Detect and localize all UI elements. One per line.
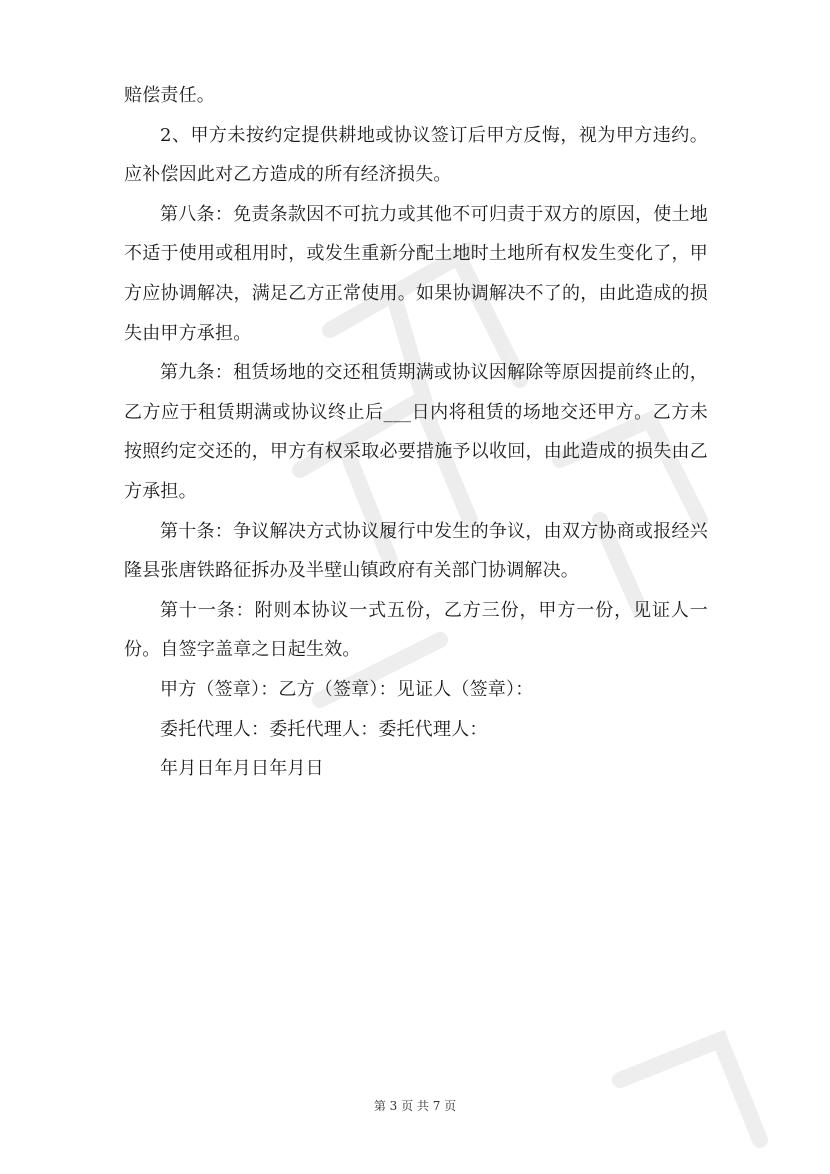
signature-line-parties: 甲方（签章）：乙方（签章）：见证人（签章）： bbox=[160, 678, 534, 700]
document-body bbox=[124, 76, 708, 789]
paragraph-article-11: 第十一条：附则本协议一式五份，乙方三份，甲方一份，见证人一份。自签字盖章之日起生效。 bbox=[124, 599, 708, 661]
paragraph-article-9: 第九条：租赁场地的交还租赁期满或协议因解除等原因提前终止的，乙方应于租赁期满或协议终止后___日内将租赁的场地交还甲方。乙方未按照约定交还的，甲方有权采取必要措施予以收回，由此造成的损失由乙方承担。 bbox=[124, 362, 708, 502]
signature-line-agents: 委托代理人：委托代理人：委托代理人： bbox=[160, 718, 488, 740]
paragraph-clause-2: 2、甲方未按约定提供耕地或协议签订后甲方反悔，视为甲方违约。应补偿因此对乙方造成的所有经济损失。 bbox=[124, 124, 708, 186]
paragraph-article-8: 第八条：免责条款因不可抗力或其他不可归责于双方的原因，使土地不适于使用或租用时，或发生重新分配土地时土地所有权发生变化了，甲方应协调解决，满足乙方正常使用。如果协调解决不了的，由此造成的损失由甲方承担。 bbox=[124, 203, 708, 344]
signature-line-dates: 年月日年月日年月日 bbox=[160, 758, 324, 780]
page-number: 第 3 页 共 7 页 bbox=[373, 1099, 457, 1113]
paragraph-continuation: 赔偿责任。 bbox=[124, 85, 215, 106]
paragraph-article-10: 第十条：争议解决方式协议履行中发生的争议，由双方协商或报经兴隆县张唐铁路征拆办及半壁山镇政府有关部门协调解决。 bbox=[124, 520, 708, 582]
